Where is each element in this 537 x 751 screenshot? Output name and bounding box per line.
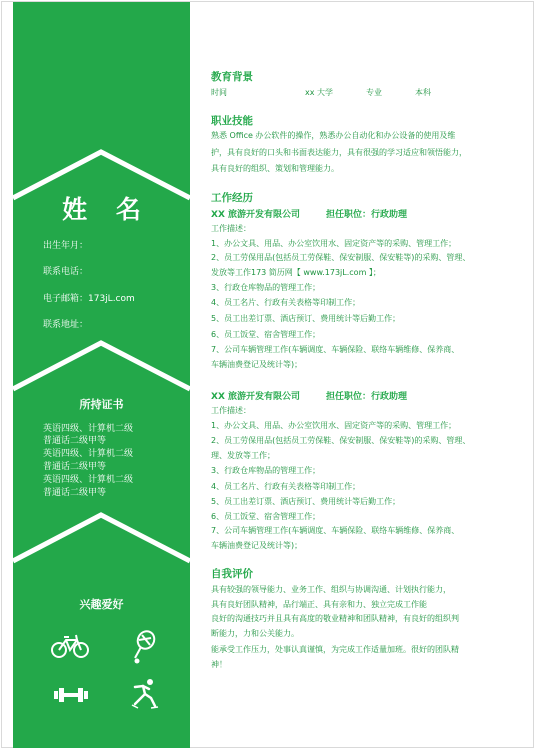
education-degree: 本科 (415, 88, 431, 97)
work-title: 工作经历 (211, 192, 253, 204)
evaluation-line: 断能力，力和公关能力。 (211, 629, 299, 638)
bicycle-icon (51, 632, 89, 660)
evaluation-line: 神！ (211, 660, 227, 669)
chevron-divider-3 (13, 511, 190, 571)
tennis-icon (131, 630, 157, 664)
job-line: 4、员工名片、行政有关表格等印制工作； (211, 482, 361, 491)
job-line: 1、办公文具、用品、办公室饮用水、固定资产等的采购、管理工作； (211, 239, 457, 248)
job-company: XX 旅游开发有限公司 (211, 392, 301, 402)
job-line: 发放等工作173 简历网【 www.173jL.com 】； (211, 268, 381, 277)
resume-name: 姓 名 (62, 195, 151, 224)
job-line: 3、行政仓库物品的管理工作； (211, 283, 321, 292)
evaluation-line: 具有良好团队精神，品行端正、具有亲和力、独立完成工作能 (211, 600, 427, 609)
hobby-title: 兴趣爱好 (79, 598, 124, 611)
education-title: 教育背景 (211, 71, 253, 83)
job-line: 7、公司车辆管理工作(车辆调度、车辆保险、联络车辆维修、保养商、 (211, 526, 460, 535)
skills-line: 护，具有良好的口头和书面表达能力，具有很强的学习适应和领悟能力， (211, 148, 467, 157)
info-phone: 联系电话： (43, 267, 89, 277)
sidebar (13, 2, 190, 748)
job-line: 理、发放等工作； (211, 451, 275, 460)
cert-line: 普通话二级甲等 (43, 436, 107, 446)
skills-title: 职业技能 (211, 115, 253, 127)
education-major: 专业 (366, 88, 382, 97)
job-position: 担任职位：行政助理 (326, 392, 408, 402)
job-line: 3、行政仓库物品的管理工作； (211, 466, 321, 475)
cert-line: 普通话二级甲等 (43, 462, 107, 472)
job-line: 2、员工劳保用品(包括员工劳保鞋、保安制服、保安鞋等)的采购、管理、 (211, 436, 471, 445)
skills-line: 熟悉 Office 办公软件的操作，熟悉办公自动化和办公设备的使用及维 (211, 131, 456, 140)
dumbbell-icon (53, 686, 89, 704)
evaluation-line: 能承受工作压力，处事认真谨慎，为完成工作适量加班。很好的团队精 (211, 645, 459, 654)
evaluation-title: 自我评价 (211, 568, 253, 580)
skills-line: 具有良好的组织、策划和管理能力。 (211, 164, 339, 173)
job-line: 7、公司车辆管理工作(车辆调度、车辆保险、联络车辆维修、保养商、 (211, 345, 460, 354)
education-time: 时间 (211, 88, 227, 97)
job-line: 车辆油费登记及统计等)； (211, 541, 303, 550)
cert-line: 英语四级、计算机二级 (43, 449, 134, 459)
education-school: xx 大学 (305, 88, 334, 97)
skating-icon (131, 678, 159, 710)
cert-line: 英语四级、计算机二级 (43, 475, 134, 485)
cert-title: 所持证书 (79, 398, 124, 411)
info-birth: 出生年月： (43, 241, 89, 251)
job-position: 担任职位：行政助理 (326, 210, 408, 220)
job-desc-label: 工作描述： (211, 406, 251, 415)
job-desc-label: 工作描述： (211, 224, 251, 233)
cert-line: 英语四级、计算机二级 (43, 424, 134, 434)
job-company: XX 旅游开发有限公司 (211, 210, 301, 220)
job-line: 6、员工饭堂、宿舍管理工作； (211, 330, 321, 339)
chevron-divider-2 (13, 339, 190, 399)
job-line: 1、办公文具、用品、办公室饮用水、固定资产等的采购、管理工作； (211, 421, 457, 430)
info-email: 电子邮箱：173jL.com (43, 294, 135, 304)
job-line: 5、员工出差订票、酒店预订、费用统计等后勤工作； (211, 497, 401, 506)
evaluation-line: 具有较强的领导能力、业务工作、组织与协调沟通、计划执行能力， (211, 585, 451, 594)
job-line: 6、员工饭堂、宿舍管理工作； (211, 512, 321, 521)
cert-line: 普通话二级甲等 (43, 488, 107, 498)
evaluation-line: 良好的沟通技巧并且具有高度的敬业精神和团队精神，有良好的组织判 (211, 614, 459, 623)
info-address: 联系地址： (43, 320, 89, 330)
job-line: 4、员工名片、行政有关表格等印制工作； (211, 298, 361, 307)
job-line: 车辆油费登记及统计等)； (211, 360, 303, 369)
job-line: 5、员工出差订票、酒店预订、费用统计等后勤工作； (211, 314, 401, 323)
job-line: 2、员工劳保用品(包括员工劳保鞋、保安制服、保安鞋等)的采购、管理、 (211, 253, 471, 262)
